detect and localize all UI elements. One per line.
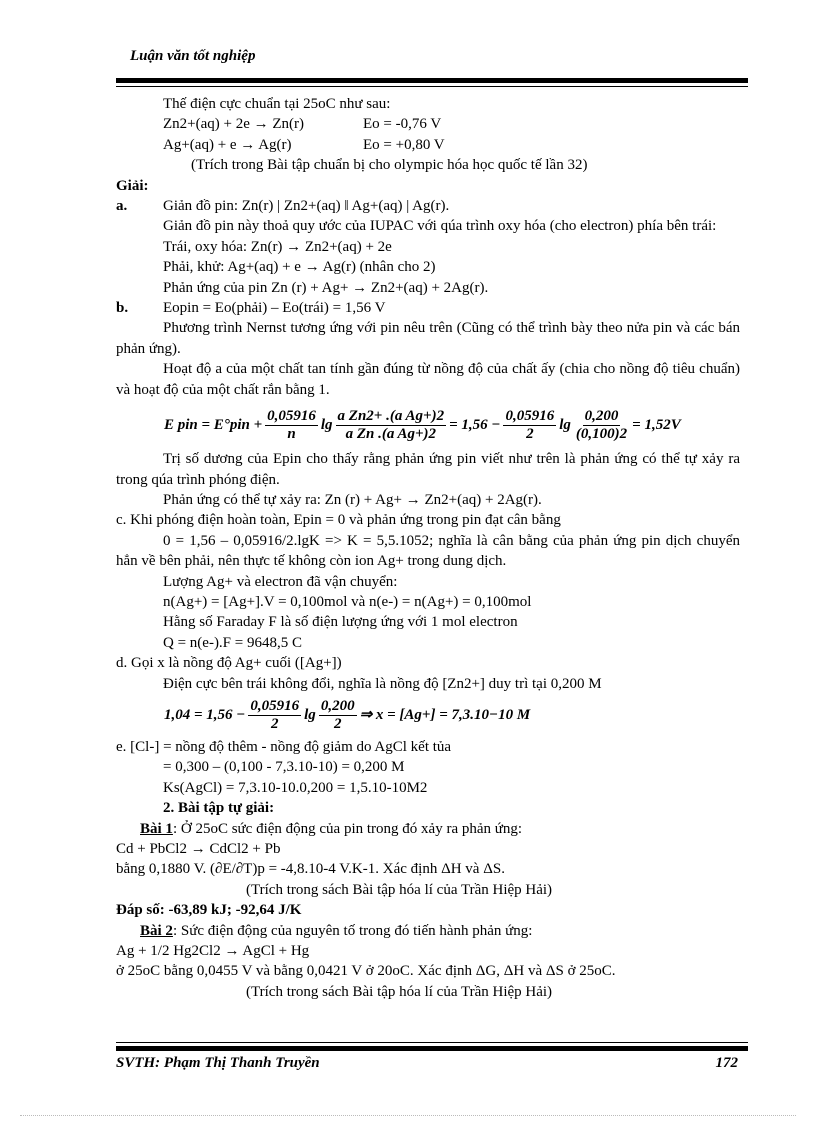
page-number: 172 bbox=[715, 1055, 738, 1071]
exercise-2-intro: Bài 2: Sức điện động của nguyên tố trong đó tiến hành phản ứng: bbox=[140, 922, 533, 939]
reaction-zn: Zn2+(aq) + 2e → Zn(r) Eo = -0,76 V bbox=[163, 116, 442, 133]
solution-heading: Giải: bbox=[116, 177, 149, 194]
header-rule-thin bbox=[116, 86, 748, 87]
part-b-line3: Hoạt độ a của một chất tan tính gần đúng từ nồng độ của chất ấy (chia cho nồng độ tiêu chuẩn) và hoạt độ của một chất rắn bằng 1. bbox=[116, 361, 740, 398]
part-a-line1: a. Giản đồ pin: Zn(r) | Zn2+(aq) ‖ Ag+(aq) | Ag(r). bbox=[116, 198, 450, 215]
page-footer bbox=[116, 1055, 738, 1072]
part-a-line5: Phản ứng của pin Zn (r) + Ag+ → Zn2+(aq) + 2Ag(r). bbox=[163, 279, 489, 296]
exercise-1-data: bằng 0,1880 V. (∂E/∂T)p = -4,8.10-4 V.K-1. Xác định ΔH và ΔS. bbox=[116, 861, 505, 878]
part-c-line5: Hằng số Faraday F là số điện lượng ứng với 1 mol electron bbox=[163, 614, 518, 631]
exercise-2-source: (Trích trong sách Bài tập hóa lí của Trần Hiệp Hải) bbox=[246, 983, 553, 1000]
exercises-heading: 2. Bài tập tự giải: bbox=[163, 800, 275, 817]
part-a-line3: Trái, oxy hóa: Zn(r) → Zn2+(aq) + 2e bbox=[163, 238, 392, 255]
part-d-line2: Điện cực bên trái không đổi, nghĩa là nồng độ [Zn2+] duy trì tại 0,200 M bbox=[163, 675, 602, 692]
exercise-1-answer: Đáp số: -63,89 kJ; -92,64 J/K bbox=[116, 902, 302, 919]
part-e-line2: = 0,300 – (0,100 - 7,3.10-10) = 0,200 M bbox=[163, 759, 405, 776]
part-b-line4: Trị số dương của Epin cho thấy rằng phản ứng pin viết như trên là phản ứng có thể tự xảy ra trong qúa trình phóng điện. bbox=[116, 451, 740, 488]
intro-line: Thế điện cực chuẩn tại 25oC như sau: bbox=[163, 96, 391, 112]
exercise-1-source: (Trích trong sách Bài tập hóa lí của Trần Hiệp Hải) bbox=[246, 881, 553, 898]
part-e-line1: e. [Cl-] = nồng độ thêm - nồng độ giảm do AgCl kết tủa bbox=[116, 738, 452, 755]
exercise-1-intro: Bài 1: Ở 25oC sức điện động của pin trong đó xảy ra phản ứng: bbox=[140, 820, 523, 837]
page-bottom-border bbox=[20, 1115, 796, 1116]
page-header-title: Luận văn tốt nghiệp bbox=[130, 48, 256, 64]
exercise-1-reaction: Cd + PbCl2 → CdCl2 + Pb bbox=[116, 841, 281, 857]
reaction-ag: Ag+(aq) + e → Ag(r) Eo = +0,80 V bbox=[163, 136, 445, 153]
footer-rule-thin bbox=[116, 1042, 748, 1043]
part-d-line1: d. Gọi x là nồng độ Ag+ cuối ([Ag+]) bbox=[116, 655, 342, 672]
part-b-line5: Phản ứng có thể tự xảy ra: Zn (r) + Ag+ → Zn2+(aq) + 2Ag(r). bbox=[163, 491, 542, 508]
nernst-equation: E pin = E°pin + $\frac{0,05916}{n}$ lg $\frac{\text{a Zn2+ .(a Ag+)2}}{\text{a Zn .(a Ag+)2}}$ = 1,56 − $\frac{0,05916}{2}$ lg $\frac{0,200}{(0,100)2}$ = 1,52V bbox=[164, 408, 681, 443]
part-a-line2: Giản đồ pin này thoả quy ước của IUPAC với qúa trình oxy hóa (cho electron) phía bên trái: bbox=[163, 218, 717, 235]
intro-source: (Trích trong Bài tập chuẩn bị cho olympic hóa học quốc tế lần 32) bbox=[191, 157, 588, 174]
part-c-line3: Lượng Ag+ và electron đã vận chuyển: bbox=[163, 573, 398, 590]
document-body bbox=[116, 94, 740, 1002]
concentration-equation: 1,04 = 1,56 − $\frac{0,05916}{2}$ lg $\frac{0,200}{2}$ ⇒ x = [Ag+] = 7,3.10−10 M bbox=[164, 697, 531, 732]
footer-rule-thick bbox=[116, 1046, 748, 1051]
part-a-line4: Phải, khử: Ag+(aq) + e → Ag(r) (nhân cho 2) bbox=[163, 259, 436, 276]
exercise-2-reaction: Ag + 1/2 Hg2Cl2 → AgCl + Hg bbox=[116, 943, 310, 960]
header-rule-thick bbox=[116, 78, 748, 83]
part-c-line1: c. Khi phóng điện hoàn toàn, Epin = 0 và phản ứng trong pin đạt cân bằng bbox=[116, 512, 561, 529]
footer-author: SVTH: Phạm Thị Thanh Truyền bbox=[116, 1055, 320, 1071]
part-b-line1: b. Eopin = Eo(phải) – Eo(trái) = 1,56 V bbox=[116, 300, 386, 317]
part-e-line3: Ks(AgCl) = 7,3.10-10.0,200 = 1,5.10-10M2 bbox=[163, 779, 428, 796]
part-c-line4: n(Ag+) = [Ag+].V = 0,100mol và n(e-) = n(Ag+) = 0,100mol bbox=[163, 593, 532, 610]
exercise-2-data: ở 25oC bằng 0,0455 V và bằng 0,0421 V ở 20oC. Xác định ΔG, ΔH và ΔS ở 25oC. bbox=[116, 963, 616, 980]
part-c-line2: 0 = 1,56 – 0,05916/2.lgK => K = 5,5.1052; nghĩa là cân bằng của phản ứng pin dịch chuyển hẳn về bên phải, nên thực tế không còn ion Ag+ trong dung dịch. bbox=[116, 532, 740, 570]
part-c-line6: Q = n(e-).F = 9648,5 C bbox=[163, 634, 302, 651]
part-b-line2: Phương trình Nernst tương ứng với pin nêu trên (Cũng có thể trình bày theo nửa pin và các bán phản ứng). bbox=[116, 320, 740, 357]
